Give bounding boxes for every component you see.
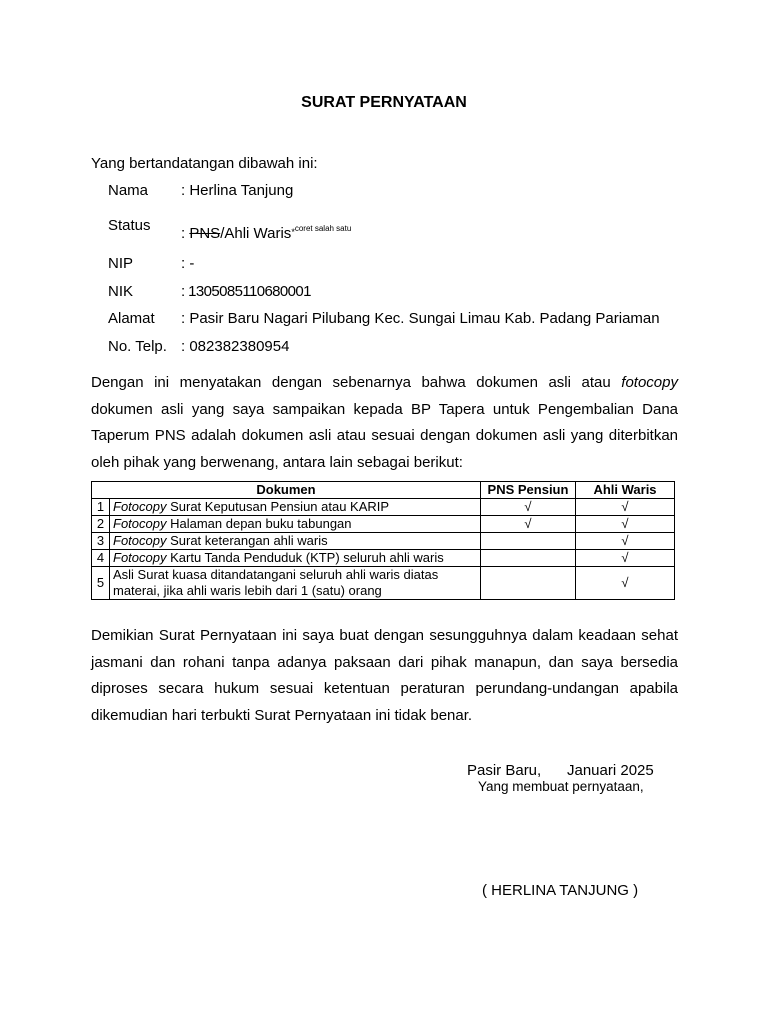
field-label-nip: NIP — [108, 255, 134, 272]
header-ahli-waris: Ahli Waris — [576, 482, 675, 499]
table-header-row — [92, 482, 675, 499]
header-pns-pensiun: PNS Pensiun — [481, 482, 576, 499]
row-document-text: Halaman depan buku tabungan — [166, 516, 352, 531]
field-value-status — [181, 225, 351, 242]
field-value-nik: : 1305085110680001 — [181, 283, 311, 300]
field-value-nama: : Herlina Tanjung — [181, 182, 294, 199]
table-row — [92, 567, 675, 600]
field-label-status: Status — [108, 217, 151, 234]
row-number: 3 — [92, 533, 110, 550]
row-document — [110, 550, 481, 567]
page-title: SURAT PERNYATAAN — [301, 94, 467, 111]
row-document-italic: Fotocopy — [113, 533, 167, 548]
row-ahli-check: √ — [576, 567, 675, 600]
row-number: 5 — [92, 567, 110, 600]
row-number: 2 — [92, 516, 110, 533]
signature-role: Yang membuat pernyataan, — [478, 779, 644, 794]
field-label-nik: NIK — [108, 283, 134, 300]
row-ahli-check: √ — [576, 550, 675, 567]
signature-date: Januari 2025 — [567, 762, 654, 779]
statement-italic: fotocopy — [621, 374, 678, 391]
row-document — [110, 567, 481, 600]
status-selected-option: /Ahli Waris — [220, 225, 292, 242]
table-row — [92, 516, 675, 533]
row-document-italic: Fotocopy — [113, 516, 167, 531]
row-document-text: Asli Surat kuasa ditandatangani seluruh ahli waris diatas materai, jika ahli waris lebih dari 1 (satu) orang — [113, 567, 439, 598]
row-number: 1 — [92, 499, 110, 516]
row-pns-check — [481, 567, 576, 600]
row-document-text: Surat keterangan ahli waris — [166, 533, 328, 548]
row-ahli-check: √ — [576, 499, 675, 516]
row-ahli-check: √ — [576, 516, 675, 533]
row-document — [110, 516, 481, 533]
row-pns-check — [481, 550, 576, 567]
field-label-alamat: Alamat — [108, 310, 155, 327]
row-number: 4 — [92, 550, 110, 567]
status-footnote: coret salah satu — [294, 224, 352, 233]
field-label-nama: Nama — [108, 182, 149, 199]
statement-paragraph — [91, 370, 678, 476]
table-row — [92, 533, 675, 550]
field-value-alamat: : Pasir Baru Nagari Pilubang Kec. Sungai Limau Kab. Padang Pariaman — [181, 310, 660, 327]
row-document-text: Surat Keputusan Pensiun atau KARIP — [166, 499, 390, 514]
row-ahli-check: √ — [576, 533, 675, 550]
row-document — [110, 499, 481, 516]
row-document-text: Kartu Tanda Penduduk (KTP) seluruh ahli waris — [166, 550, 444, 565]
signature-place: Pasir Baru, — [467, 762, 542, 779]
closing-paragraph: Demikian Surat Pernyataan ini saya buat dengan sesungguhnya dalam keadaan sehat jasmani dan rohani tanpa adanya paksaan dari pihak manapun, dan saya bersedia diproses secara hukum sesuai ketentuan peraturan perundang-undangan apabila dikemudian hari terbukti Surat Pernyataan ini tidak benar. — [91, 627, 678, 724]
row-document-italic: Fotocopy — [113, 550, 167, 565]
table-row — [92, 499, 675, 516]
field-label-telp: No. Telp. — [108, 338, 167, 355]
field-value-nip: : - — [181, 255, 195, 272]
field-value-telp: : 082382380954 — [181, 338, 290, 355]
documents-table — [91, 481, 675, 600]
intro-text: Yang bertandatangan dibawah ini: — [91, 155, 318, 172]
table-row — [92, 550, 675, 567]
row-pns-check: √ — [481, 499, 576, 516]
status-prefix: : — [181, 225, 190, 242]
statement-part1: Dengan ini menyatakan dengan sebenarnya bahwa dokumen asli atau — [91, 374, 622, 391]
statement-part2: dokumen asli yang saya sampaikan kepada BP Tapera untuk Pengembalian Dana Taperum PNS adalah dokumen asli atau sesuai dengan dokumen asli yang diterbitkan oleh pihak yang berwenang, antara lain sebagai berikut: — [91, 400, 678, 471]
row-pns-check: √ — [481, 516, 576, 533]
status-struck-option: PNS — [189, 225, 221, 242]
status-asterisk: * — [291, 227, 295, 237]
row-document-italic: Fotocopy — [113, 499, 167, 514]
signature-name: ( HERLINA TANJUNG ) — [482, 882, 639, 899]
header-dokumen: Dokumen — [92, 482, 481, 499]
row-pns-check — [481, 533, 576, 550]
row-document — [110, 533, 481, 550]
